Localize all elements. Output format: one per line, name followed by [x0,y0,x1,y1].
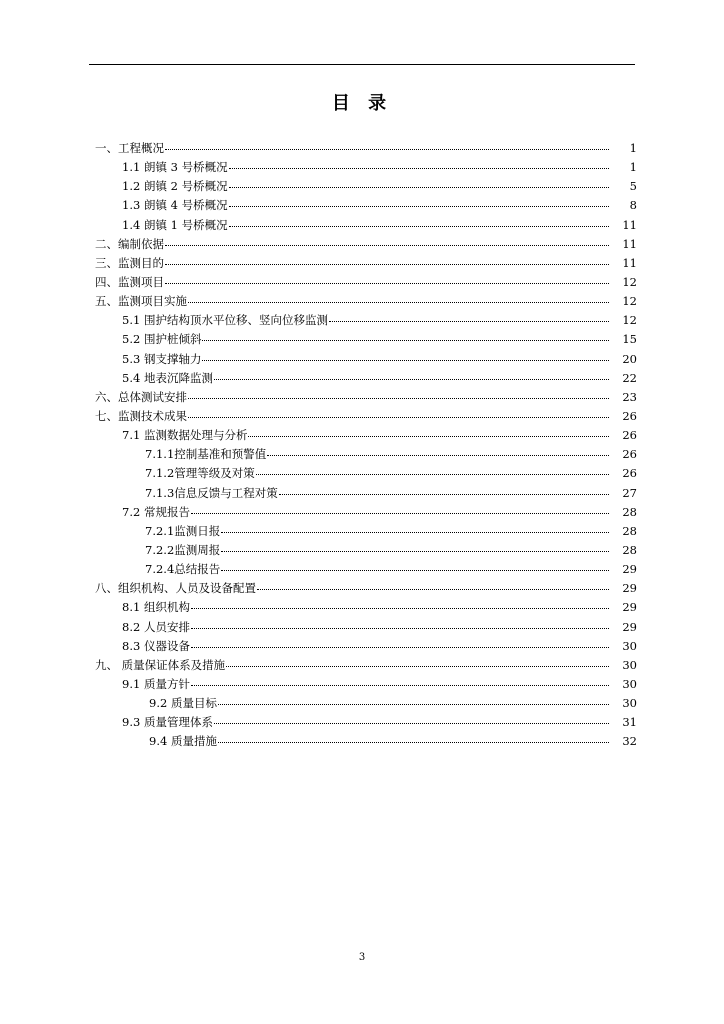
toc-entry[interactable] [95,560,637,579]
toc-dot-leader [248,436,609,437]
toc-dot-leader [191,608,609,609]
toc-entry-page: 12 [622,313,637,328]
toc-dot-leader [188,302,609,303]
toc-entry-label: 8.3 仪器设备 [122,638,190,653]
toc-entry-page: 23 [622,389,637,404]
toc-entry-label: 7.1.3信息反馈与工程对策 [145,485,278,500]
toc-entry-label: 1.4 朗镇 1 号桥概况 [122,217,228,232]
toc-dot-leader [221,551,609,552]
toc-entry-label: 9.3 质量管理体系 [122,715,213,730]
toc-dot-leader [221,532,609,533]
toc-entry-page: 1 [629,141,637,155]
toc-dot-leader [226,666,609,667]
toc-entry[interactable] [95,522,637,541]
toc-dot-leader [188,398,609,399]
toc-entry-page: 28 [622,542,637,557]
toc-entry-label: 9.1 质量方针 [122,676,190,691]
toc-entry[interactable] [95,292,637,311]
toc-entry-page: 12 [622,294,637,309]
toc-entry-label: 7.1.1控制基准和预警值 [145,447,267,462]
toc-entry-label: 9.2 质量目标 [149,696,217,711]
toc-title: 目 录 [331,93,393,114]
toc-entry-label: 9.4 质量措施 [149,734,217,749]
toc-entry[interactable] [95,464,637,483]
toc-entry-page: 20 [622,351,637,366]
toc-entry[interactable] [95,484,637,503]
toc-dot-leader [191,647,609,648]
toc-entry[interactable] [95,503,637,522]
toc-entry[interactable] [95,713,637,732]
toc-entry-label: 1.2 朗镇 2 号桥概况 [122,179,228,194]
toc-entry-page: 28 [622,504,637,519]
toc-entry[interactable] [95,177,637,196]
toc-entry[interactable] [95,445,637,464]
header-rule [89,64,635,65]
toc-dot-leader [229,168,609,169]
toc-entry[interactable] [95,407,637,426]
toc-entry[interactable] [95,388,637,407]
toc-entry-page: 11 [622,217,637,232]
toc-entry-label: 八、组织机构、人员及设备配置 [95,581,256,596]
toc-entry-page: 29 [622,619,637,634]
toc-dot-leader [329,321,609,322]
toc-dot-leader [267,455,609,456]
toc-dot-leader [229,187,609,188]
toc-entry[interactable] [95,139,637,158]
toc-entry[interactable] [95,541,637,560]
toc-entry-label: 1.3 朗镇 4 号桥概况 [122,198,228,213]
toc-entry-label: 7.2 常规报告 [122,504,190,519]
toc-dot-leader [221,570,609,571]
toc-dot-leader [279,494,609,495]
toc-entry-label: 7.2.1监测日报 [145,523,221,538]
toc-entry[interactable] [95,330,637,349]
toc-entry-label: 5.4 地表沉降监测 [122,370,213,385]
table-of-contents [95,139,637,752]
toc-entry-page: 1 [629,160,637,175]
toc-entry-label: 7.2.4总结报告 [145,562,221,577]
toc-entry[interactable] [95,216,637,235]
toc-entry-label: 二、编制依据 [95,236,164,251]
toc-dot-leader [202,360,609,361]
toc-dot-leader [256,474,609,475]
toc-entry-page: 30 [622,676,637,691]
toc-entry[interactable] [95,235,637,254]
toc-entry-label: 四、监测项目 [95,274,164,289]
toc-entry-page: 32 [622,734,637,749]
toc-entry-page: 29 [622,562,637,577]
toc-dot-leader [202,340,609,341]
toc-entry-label: 六、总体测试安排 [95,389,187,404]
toc-entry[interactable] [95,426,637,445]
toc-entry-page: 29 [622,600,637,615]
toc-entry-page: 12 [622,274,637,289]
toc-entry-label: 5.1 围护结构顶水平位移、竖向位移监测 [122,313,328,328]
toc-entry-label: 一、工程概况 [95,141,164,155]
toc-entry[interactable] [95,579,637,598]
toc-dot-leader [229,226,609,227]
toc-dot-leader [214,723,609,724]
toc-entry-page: 8 [629,198,637,213]
toc-entry-label: 九、 质量保证体系及措施 [95,657,226,672]
toc-entry-page: 26 [622,408,637,423]
toc-entry[interactable] [95,196,637,215]
toc-entry[interactable] [95,598,637,617]
toc-dot-leader [257,589,609,590]
toc-dot-leader [218,742,609,743]
toc-entry-label: 5.3 钢支撑轴力 [122,351,202,366]
toc-entry-label: 5.2 围护桩倾斜 [122,332,202,347]
toc-entry-page: 30 [622,638,637,653]
toc-entry-label: 七、监测技术成果 [95,408,187,423]
toc-entry[interactable] [95,675,637,694]
toc-entry[interactable] [95,637,637,656]
toc-entry-label: 五、监测项目实施 [95,294,187,309]
toc-entry-page: 15 [622,332,637,347]
toc-entry-page: 26 [622,428,637,443]
toc-entry-page: 31 [622,715,637,730]
footer-page-number: 3 [358,952,366,963]
toc-entry-page: 5 [629,179,637,194]
toc-dot-leader [191,685,609,686]
toc-entry-label: 8.1 组织机构 [122,600,190,615]
toc-entry-label: 7.1 监测数据处理与分析 [122,428,248,443]
toc-entry-label: 7.2.2监测周报 [145,542,221,557]
toc-dot-leader [191,628,609,629]
toc-entry-page: 30 [622,657,637,672]
toc-entry[interactable] [95,158,637,177]
toc-dot-leader [165,245,609,246]
toc-dot-leader [165,149,609,150]
toc-dot-leader [188,417,609,418]
toc-entry[interactable] [95,369,637,388]
toc-entry[interactable] [95,350,637,369]
toc-entry[interactable] [95,656,637,675]
toc-entry[interactable] [95,273,637,292]
toc-dot-leader [214,379,609,380]
toc-entry-label: 8.2 人员安排 [122,619,190,634]
toc-entry-page: 11 [622,255,637,270]
toc-dot-leader [229,206,609,207]
toc-entry[interactable] [95,694,637,713]
toc-entry-page: 30 [622,696,637,711]
toc-entry-page: 26 [622,447,637,462]
toc-entry-page: 11 [622,236,637,251]
toc-entry-label: 7.1.2管理等级及对策 [145,466,255,481]
toc-dot-leader [218,704,609,705]
toc-entry-page: 27 [622,485,637,500]
toc-entry-page: 29 [622,581,637,596]
toc-dot-leader [165,264,609,265]
toc-entry[interactable] [95,732,637,751]
toc-entry[interactable] [95,254,637,273]
toc-entry-label: 三、监测目的 [95,255,164,270]
toc-entry-page: 28 [622,523,637,538]
toc-dot-leader [165,283,609,284]
toc-dot-leader [191,513,609,514]
toc-entry-page: 26 [622,466,637,481]
toc-entry-label: 1.1 朗镇 3 号桥概况 [122,160,228,175]
toc-entry[interactable] [95,311,637,330]
toc-entry[interactable] [95,618,637,637]
toc-entry-page: 22 [622,370,637,385]
